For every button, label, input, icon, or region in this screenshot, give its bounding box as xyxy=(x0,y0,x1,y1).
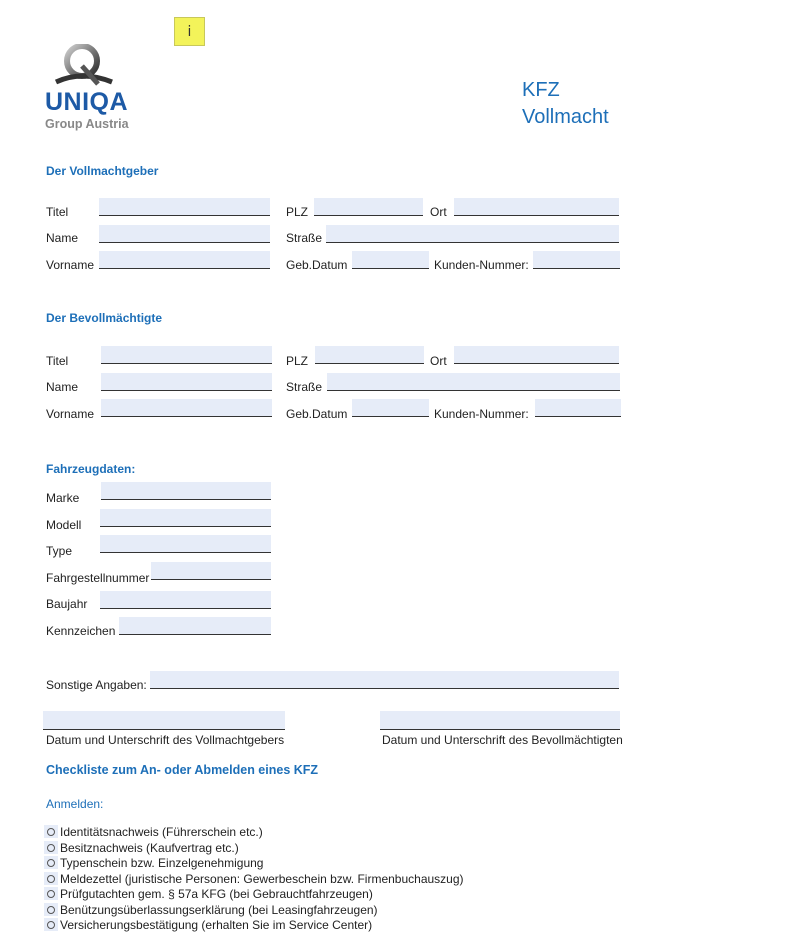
vg-titel-field[interactable] xyxy=(99,198,270,216)
bv-titel-label: Titel xyxy=(46,354,69,368)
vg-ort-field[interactable] xyxy=(454,198,619,216)
info-button[interactable]: i xyxy=(174,17,205,46)
vg-gebdatum-label: Geb.Datum xyxy=(286,258,348,272)
signature-line-left xyxy=(43,729,285,730)
checklist-item[interactable] xyxy=(44,902,378,917)
checklist-item-label: Typenschein bzw. Einzelgenehmigung xyxy=(60,855,264,870)
signature-vollmachtgeber-field[interactable] xyxy=(43,711,285,729)
vg-plz-label: PLZ xyxy=(286,205,309,219)
checklist-item[interactable] xyxy=(44,855,263,870)
anmelden-heading: Anmelden: xyxy=(46,797,104,811)
sonstige-label: Sonstige Angaben: xyxy=(46,678,147,692)
vg-kundennr-label: Kunden-Nummer: xyxy=(434,258,529,272)
checkbox-icon[interactable] xyxy=(44,887,58,900)
fz-type-label: Type xyxy=(46,544,73,558)
checklist-item[interactable] xyxy=(44,824,263,839)
signature-vollmachtgeber-label: Datum und Unterschrift des Vollmachtgebers xyxy=(46,733,285,747)
vg-titel-label: Titel xyxy=(46,205,69,219)
checklist-item[interactable] xyxy=(44,886,373,901)
checkbox-icon[interactable] xyxy=(44,825,58,838)
title-line-2: Vollmacht xyxy=(522,106,609,128)
vg-name-label: Name xyxy=(46,231,79,245)
document-title xyxy=(522,77,609,131)
vg-strasse-field[interactable] xyxy=(326,225,619,243)
vg-plz-field[interactable] xyxy=(314,198,423,216)
bv-plz-field[interactable] xyxy=(315,346,424,364)
checklist-item-label: Prüfgutachten gem. § 57a KFG (bei Gebrauchtfahrzeugen) xyxy=(60,886,373,901)
vg-kundennr-field[interactable] xyxy=(533,251,620,269)
section-fahrzeugdaten: Fahrzeugdaten: xyxy=(46,462,136,476)
fz-kennzeichen-label: Kennzeichen xyxy=(46,624,116,638)
fz-marke-label: Marke xyxy=(46,491,80,505)
checkbox-icon[interactable] xyxy=(44,872,58,885)
bv-plz-label: PLZ xyxy=(286,354,309,368)
checklist-item-label: Versicherungsbestätigung (erhalten Sie im Service Center) xyxy=(60,917,373,932)
bv-gebdatum-label: Geb.Datum xyxy=(286,407,348,421)
vg-strasse-label: Straße xyxy=(286,231,323,245)
fz-fahrgestellnummer-field[interactable] xyxy=(151,562,271,580)
checkbox-icon[interactable] xyxy=(44,903,58,916)
fz-baujahr-field[interactable] xyxy=(100,591,271,609)
fz-type-field[interactable] xyxy=(100,535,271,553)
logo-name: UNIQA xyxy=(45,88,129,116)
bv-vorname-field[interactable] xyxy=(101,399,272,417)
fz-fahrgestellnummer-label: Fahrgestellnummer xyxy=(46,571,150,585)
checkbox-icon[interactable] xyxy=(44,841,58,854)
vg-vorname-field[interactable] xyxy=(99,251,270,269)
title-line-1: KFZ xyxy=(522,79,560,101)
bv-kundennr-field[interactable] xyxy=(535,399,621,417)
bv-ort-label: Ort xyxy=(430,354,447,368)
checkbox-icon[interactable] xyxy=(44,918,58,931)
bv-name-label: Name xyxy=(46,380,79,394)
checklist-item-label: Identitätsnachweis (Führerschein etc.) xyxy=(60,824,263,839)
vg-gebdatum-field[interactable] xyxy=(352,251,429,269)
sonstige-field[interactable] xyxy=(150,671,619,689)
section-bevollmaechtigte: Der Bevollmächtigte xyxy=(46,311,163,325)
bv-name-field[interactable] xyxy=(101,373,272,391)
fz-baujahr-label: Baujahr xyxy=(46,597,88,611)
checklist-item[interactable] xyxy=(44,840,239,855)
signature-bevollmaechtigter-label: Datum und Unterschrift des Bevollmächtigten xyxy=(382,733,623,747)
checklist-item-label: Benützungsüberlassungserklärung (bei Leasingfahrzeugen) xyxy=(60,902,378,917)
bv-ort-field[interactable] xyxy=(454,346,619,364)
vg-name-field[interactable] xyxy=(99,225,270,243)
signature-bevollmaechtigter-field[interactable] xyxy=(380,711,620,729)
checklist-item-label: Besitznachweis (Kaufvertrag etc.) xyxy=(60,840,239,855)
bv-titel-field[interactable] xyxy=(101,346,272,364)
bv-kundennr-label: Kunden-Nummer: xyxy=(434,407,529,421)
fz-modell-label: Modell xyxy=(46,518,82,532)
signature-line-right xyxy=(380,729,620,730)
bv-gebdatum-field[interactable] xyxy=(352,399,429,417)
vg-vorname-label: Vorname xyxy=(46,258,95,272)
section-checkliste: Checkliste zum An- oder Abmelden eines KFZ xyxy=(46,763,319,777)
bv-strasse-label: Straße xyxy=(286,380,323,394)
bv-strasse-field[interactable] xyxy=(327,373,620,391)
fz-kennzeichen-field[interactable] xyxy=(119,617,271,635)
section-vollmachtgeber: Der Vollmachtgeber xyxy=(46,164,159,178)
checkbox-icon[interactable] xyxy=(44,856,58,869)
checklist-item[interactable] xyxy=(44,917,372,932)
fz-marke-field[interactable] xyxy=(101,482,271,500)
checklist-item-label: Meldezettel (juristische Personen: Gewerbeschein bzw. Firmenbuchauszug) xyxy=(60,871,464,886)
checklist-item[interactable] xyxy=(44,871,464,886)
logo-subtitle: Group Austria xyxy=(45,117,129,131)
bv-vorname-label: Vorname xyxy=(46,407,95,421)
fz-modell-field[interactable] xyxy=(100,509,271,527)
vg-ort-label: Ort xyxy=(430,205,447,219)
uniqa-logo-icon xyxy=(52,44,118,86)
